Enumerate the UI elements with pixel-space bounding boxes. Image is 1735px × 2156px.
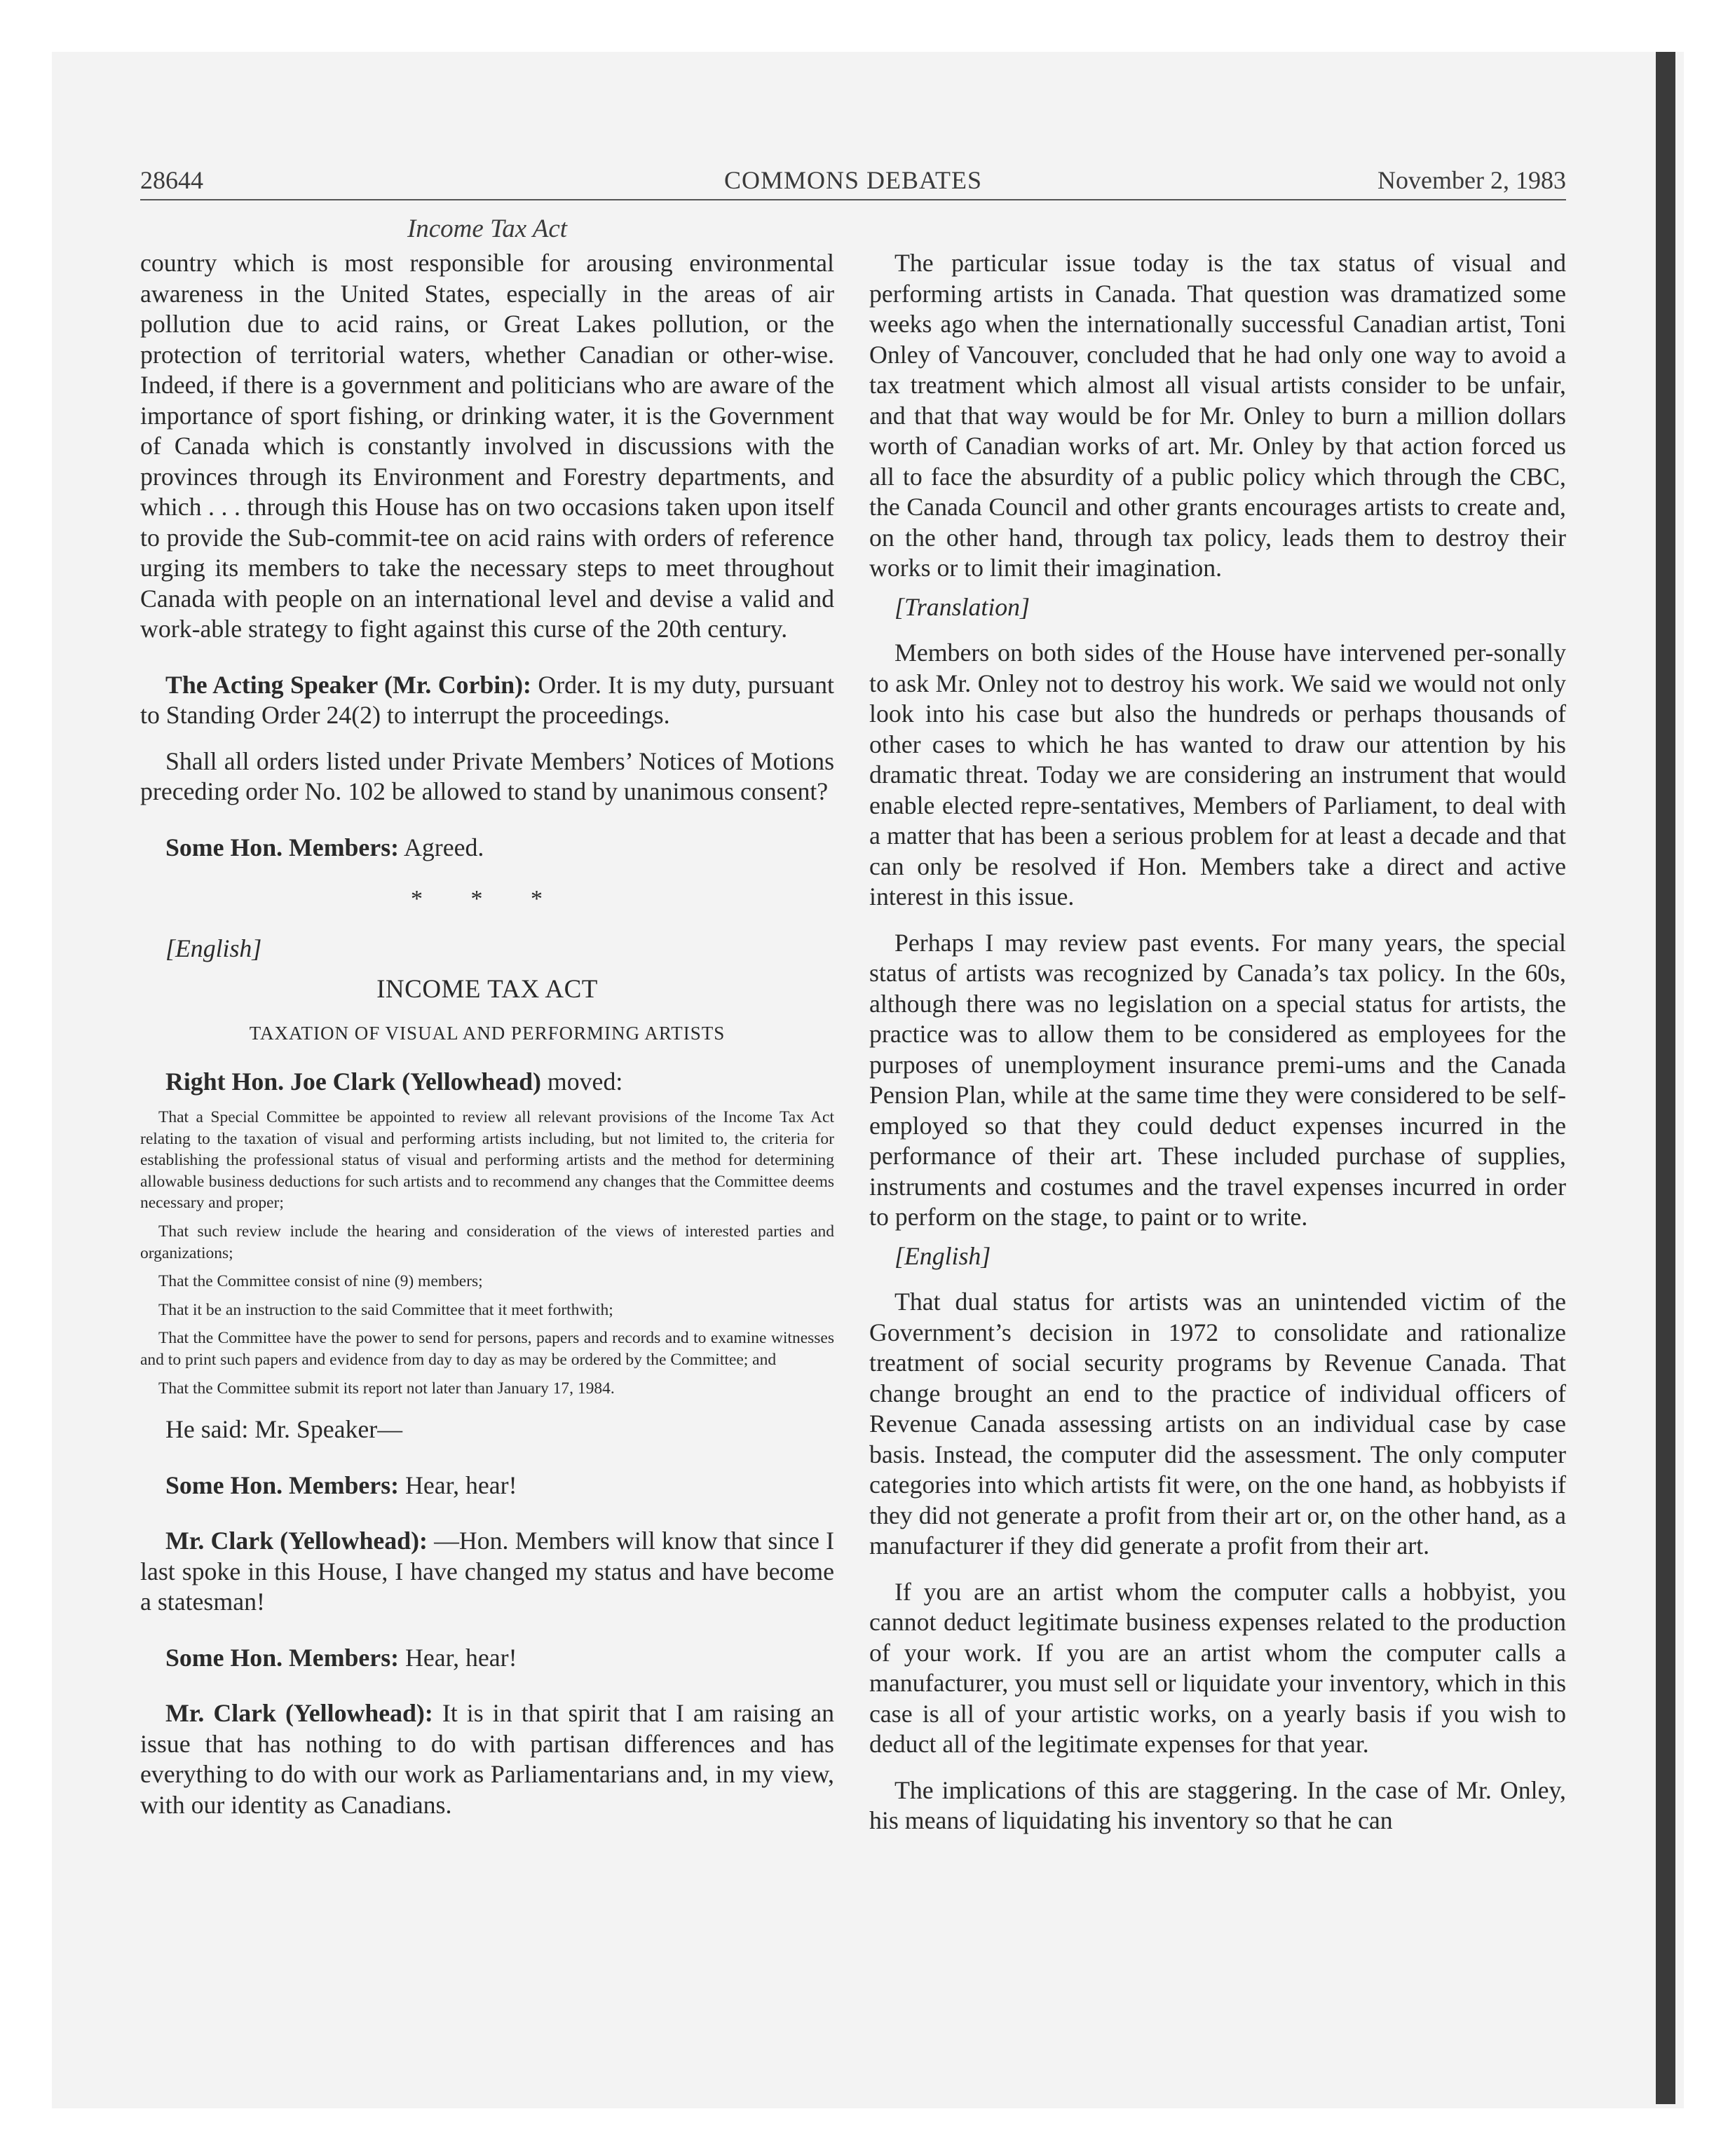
section-separator: * * * [411, 886, 564, 912]
scan-edge-shadow [1656, 52, 1675, 2104]
motion-clause: That the Committee submit its report not later than January 17, 1984. [158, 1379, 615, 1398]
language-tag: [English] [165, 934, 262, 962]
language-tag: [Translation] [894, 592, 1030, 621]
speech-text: Hear, hear! [399, 1643, 517, 1672]
speaker-name: Some Hon. Members: [165, 833, 400, 861]
left-column [140, 248, 834, 1820]
speaker-name: Right Hon. Joe Clark (Yellowhead) [165, 1067, 541, 1096]
motion-clause: That the Committee consist of nine (9) members; [158, 1272, 483, 1291]
speaker-name: Some Hon. Members: [165, 1643, 400, 1672]
paragraph: That dual status for artists was an unintended victim of the Government’s decision in 1972 to consolidate and rationalize treatment of social security programs by Revenue Canada. That change brought an end to the practice of individual officers of Revenue Canada assessing artists on an individual case by case basis. Instead, the computer did the assessment. The only computer categories into which artists fit were, on the one hand, as hobbyists if they did not generate a profit from their art or, on the other hand, as a manufacturer if they did generate a profit from their art. [869, 1288, 1566, 1560]
language-tag-text: Translation [904, 592, 1021, 621]
paragraph: Members on both sides of the House have intervened per-sonally to ask Mr. Onley not to destroy his work. We said we would not only look into his case but also the hundreds or perhaps thousands of other cases to which he has wanted to draw our attention by his dramatic threat. Today we are considering an instrument that would enable elected repre-sentatives, Members of Parliament, to deal with a matter that has been a serious problem for at least a decade and that can only be resolved if Hon. Members take a direct and active interest in this issue. [869, 639, 1566, 910]
speaker-name: Some Hon. Members: [165, 1471, 400, 1499]
header-rule [140, 199, 1566, 200]
language-tag-text: English [175, 934, 252, 962]
running-title: Income Tax Act [407, 214, 568, 243]
speech-paragraph [140, 1471, 834, 1501]
speaker-name: The Acting Speaker (Mr. Corbin): [165, 670, 531, 699]
speech-text: —Hon. Members will know that since I last spoke in this House, I have changed my status and have become a statesman! [140, 1527, 834, 1616]
page-number: 28644 [140, 166, 203, 194]
speech-text: Order. It is my duty, pursuant to Standing Order 24(2) to interrupt the proceedings. [140, 670, 834, 729]
speech-paragraph [140, 1526, 834, 1618]
motion-clause: That a Special Committee be appointed to review all relevant provisions of the Income Tax Act relating to the taxation of visual and performing artists including, but not limited to, the criteria for establishing the professional status of visual and performing artists and the method for determining allowable business deductions for such artists and to recommend any changes that the Committee deems necessary and proper; [140, 1108, 834, 1213]
section-title: INCOME TAX ACT [376, 974, 598, 1004]
speech-paragraph [140, 1643, 834, 1674]
speaker-name: Mr. Clark (Yellowhead): [165, 1527, 428, 1555]
speech-paragraph [140, 1067, 834, 1098]
speech-paragraph [140, 833, 834, 864]
section-subtitle: TAXATION OF VISUAL AND PERFORMING ARTISTS [249, 1022, 726, 1044]
issue-date: November 2, 1983 [1377, 166, 1566, 194]
speaker-name: Mr. Clark (Yellowhead): [165, 1699, 433, 1728]
motion-clause: That such review include the hearing and consideration of the views of interested parties and organizations; [140, 1222, 834, 1262]
speech-text: Hear, hear! [399, 1471, 517, 1499]
speech-paragraph [140, 670, 834, 731]
paragraph: He said: Mr. Speaker— [165, 1415, 403, 1444]
motion-clause: That the Committee have the power to send for persons, papers and records and to examine witnesses and to print such papers and evidence from day to day as may be ordered by the Committee; and [140, 1329, 834, 1369]
speech-text: moved: [540, 1067, 623, 1096]
paragraph: Shall all orders listed under Private Members’ Notices of Motions preceding order No. 102 be allowed to stand by unanimous consent? [140, 746, 834, 805]
language-tag-text: English [904, 1241, 981, 1270]
speech-paragraph [140, 1698, 834, 1820]
right-column [869, 248, 1566, 1836]
speech-text: It is in that spirit that I am raising an issue that has nothing to do with partisan differences and has everything to do with our work as Parliamentarians and, in my view, with our identity as Canadians. [140, 1699, 834, 1819]
motion-clause: That it be an instruction to the said Committee that it meet forthwith; [158, 1300, 613, 1319]
paragraph: country which is most responsible for arousing environmental awareness in the United States, especially in the areas of air pollution due to acid rains, or Great Lakes pollution, or the protection of territorial waters, whether Canadian or other-wise. Indeed, if there is a government and politicians who are aware of the importance of sport fishing, or drinking water, it is the Government of Canada which is constantly involved in discussions with the provinces through its Environment and Forestry departments, and which . . . through this House has on two occasions taken upon itself to provide the Sub-commit-tee on acid rains with orders of reference urging its members to take the necessary steps to meet throughout Canada with people on an international level and devise a valid and work-able strategy to fight against this curse of the 20th century. [140, 249, 834, 643]
paragraph: If you are an artist whom the computer calls a hobbyist, you cannot deduct legitimate business expenses related to the production of your work. If you are an artist whom the computer calls a manufacturer, you must sell or liquidate your inventory, which in this case is all of your artistic works, on a yearly basis if you wish to deduct all of the legitimate expenses for that year. [869, 1577, 1566, 1758]
paragraph: The implications of this are staggering. In the case of Mr. Onley, his means of liquidating his inventory so that he can [869, 1775, 1566, 1834]
paragraph: Perhaps I may review past events. For many years, the special status of artists was recognized by Canada’s tax policy. In the 60s, although there was no legislation on a special status for artists, the practice was to allow them to be considered as employees for the purposes of unemployment insurance premi-ums and the Canada Pension Plan, while at the same time they were considered to be self-employed so that they could deduct expenses incurred in the performance of their art. These included purchase of supplies, instruments and costumes and the travel expenses incurred in order to perform on the stage, to paint or to write. [869, 928, 1566, 1231]
journal-title: COMMONS DEBATES [723, 166, 983, 194]
language-tag: [English] [894, 1241, 991, 1270]
speech-text: Agreed. [399, 833, 484, 861]
page-header [140, 161, 1566, 199]
paragraph: The particular issue today is the tax status of visual and performing artists in Canada. That question was dramatized some weeks ago when the internationally successful Canadian artist, Toni Onley of Vancouver, concluded that he had only one way to avoid a tax treatment which almost all visual artists consider to be unfair, and that that way would be for Mr. Onley to burn a million dollars worth of Canadian works of art. Mr. Onley by that action forced us all to face the absurdity of a public policy which through the CBC, the Canada Council and other grants encourages artists to create and, on the other hand, through tax policy, leads them to destroy their works or to limit their imagination. [869, 249, 1566, 582]
